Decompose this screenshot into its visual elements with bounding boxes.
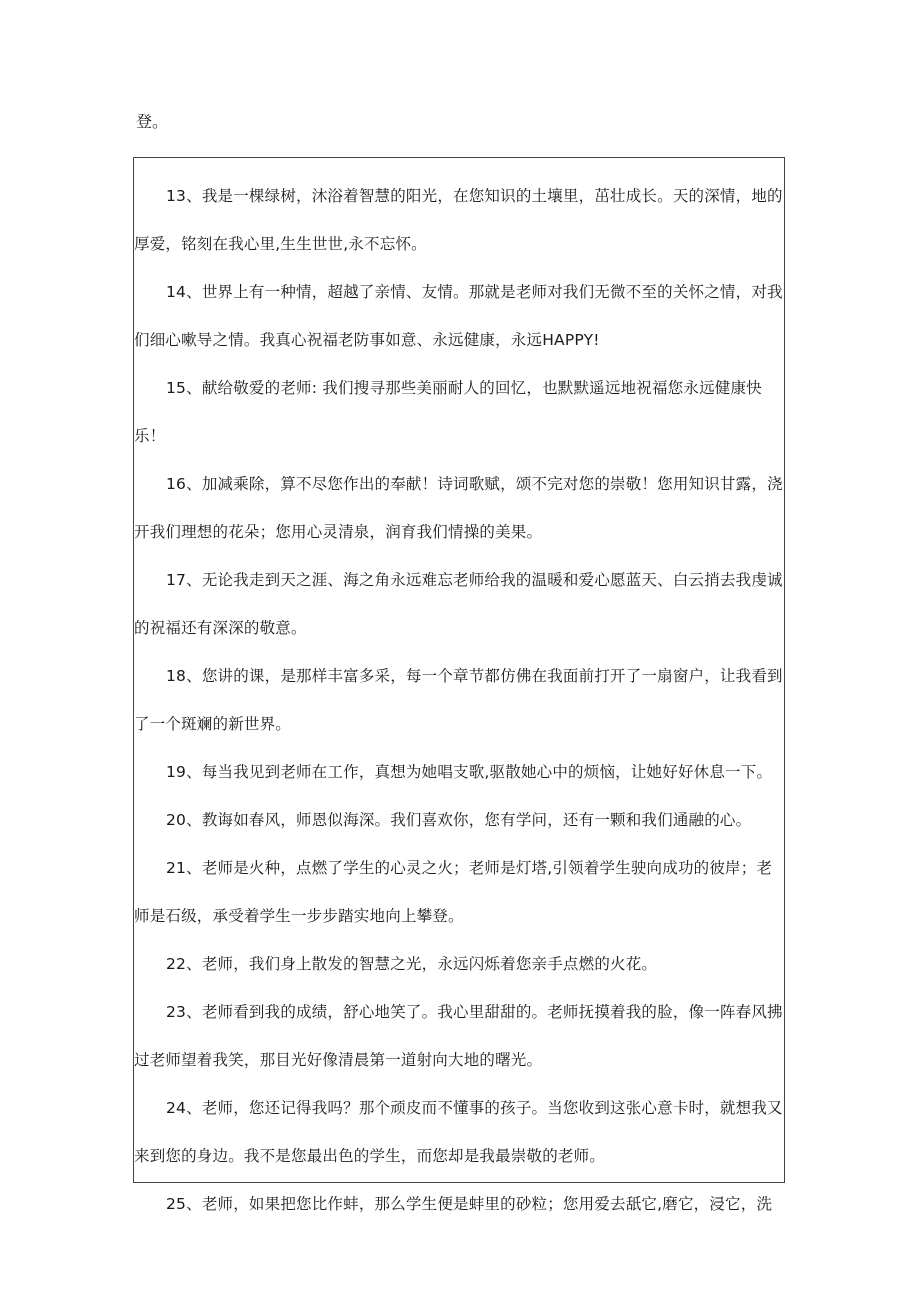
- paragraph-21: 21、老师是火种，点燃了学生的心灵之火；老师是灯塔,引领着学生驶向成功的彼岸；老师是石级，承受着学生一步步踏实地向上攀登。: [134, 859, 773, 925]
- paragraph-19: 19、每当我见到老师在工作，真想为她唱支歌,驱散她心中的烦恼，让她好好休息一下。: [166, 763, 773, 781]
- paragraph-15: 15、献给敬爱的老师: 我们搜寻那些美丽耐人的回忆，也默默遥远地祝福您永远健康快乐！: [134, 379, 762, 445]
- paragraph-22: 22、老师，我们身上散发的智慧之光，永远闪烁着您亲手点燃的火花。: [166, 955, 658, 973]
- paragraph-13: 13、我是一棵绿树，沐浴着智慧的阳光，在您知识的土壤里，茁壮成长。天的深情，地的厚爱，铭刻在我心里,生生世世,永不忘怀。: [134, 187, 783, 253]
- paragraph-list: [134, 172, 786, 1228]
- paragraph-24: 24、老师，您还记得我吗？那个顽皮而不懂事的孩子。当您收到这张心意卡时，就想我又来到您的身边。我不是您最出色的学生，而您却是我最崇敬的老师。: [134, 1099, 783, 1165]
- paragraph-20: 20、教诲如春风，师恩似海深。我们喜欢你，您有学问，还有一颗和我们通融的心。: [166, 811, 752, 829]
- quote-box: [133, 157, 785, 1213]
- continued-text: 登。: [136, 112, 169, 131]
- paragraph-17: 17、无论我走到天之涯、海之角永远难忘老师给我的温暖和爱心愿蓝天、白云捎去我虔诚的祝福还有深深的敬意。: [134, 571, 783, 637]
- paragraph-23: 23、老师看到我的成绩，舒心地笑了。我心里甜甜的。老师抚摸着我的脸，像一阵春风拂过老师望着我笑，那目光好像清晨第一道射向大地的曙光。: [134, 1003, 783, 1069]
- paragraph-25: 25、老师，如果把您比作蚌，那么学生便是蚌里的砂粒；您用爱去舐它,磨它，浸它，洗: [166, 1195, 773, 1213]
- paragraph-16: 16、加减乘除，算不尽您作出的奉献！诗词歌赋，颂不完对您的崇敬！您用知识甘露，浇开我们理想的花朵；您用心灵清泉，润育我们情操的美果。: [134, 475, 783, 541]
- paragraph-18: 18、您讲的课，是那样丰富多采，每一个章节都仿佛在我面前打开了一扇窗户，让我看到了一个斑斓的新世界。: [134, 667, 783, 733]
- paragraph-14: 14、世界上有一种情，超越了亲情、友情。那就是老师对我们无微不至的关怀之情，对我们细心嗽导之情。我真心祝福老防事如意、永远健康，永远HAPPY!: [134, 283, 783, 349]
